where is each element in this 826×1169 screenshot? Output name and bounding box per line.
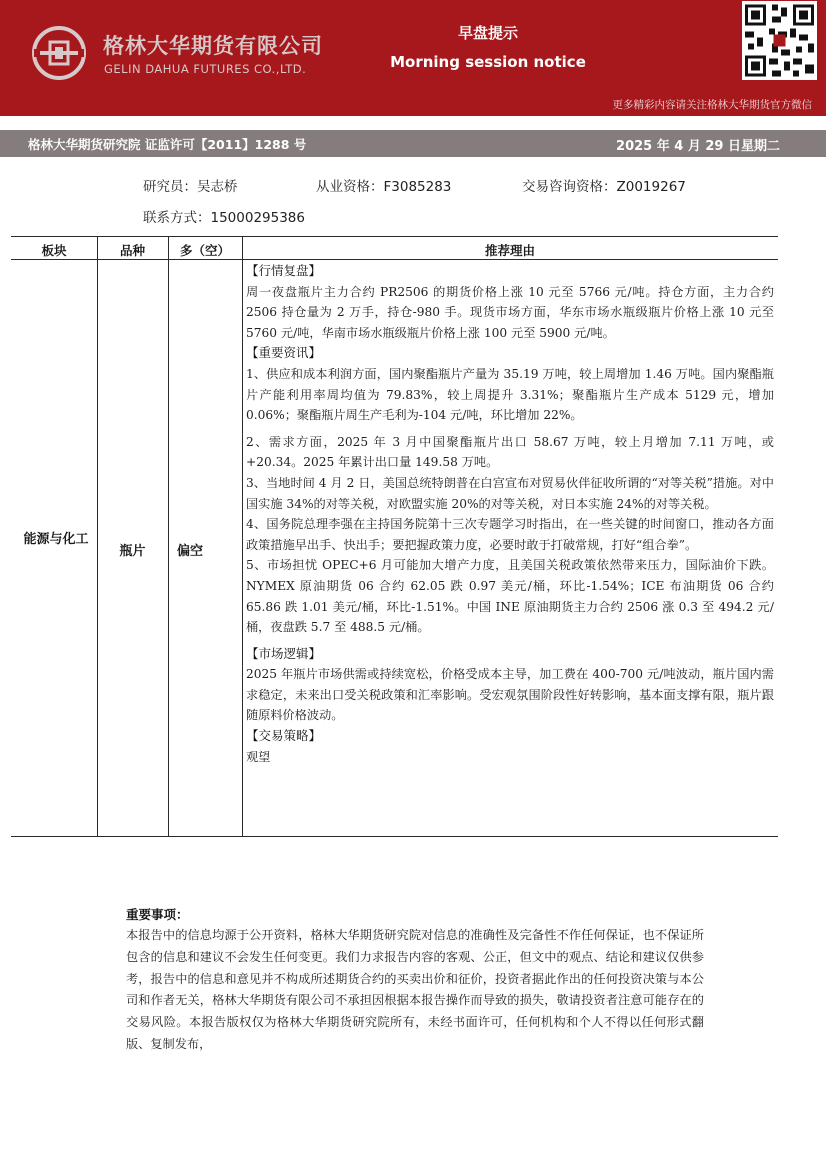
report-title-en: Morning session notice <box>390 53 586 71</box>
section-title: 【重要资讯】 <box>246 345 322 361</box>
reason-content <box>246 261 774 767</box>
researcher-qualification: 从业资格：F3085283 <box>316 179 452 195</box>
header-direction: 多（空） <box>179 243 230 258</box>
paragraph: 2025 年瓶片市场供需或持续宽松，价格受成本主导，加工费在 400-700 元/吨波动，瓶片国内需求稳定，未来出口受关税政策和汇率影响。受宏观氛围阶段性好转影响，基本面支撑有限，瓶片跟随原料价格波动。 <box>246 667 774 723</box>
direction-cell: 偏空 <box>176 544 203 559</box>
disclaimer-body: 本报告中的信息均源于公开资料，格林大华期货研究院对信息的准确性及完备性不作任何保证，也不保证所包含的信息和建议不会发生任何变更。我们力求报告内容的客观、公正，但文中的观点、结论和建议仅供参考，报告中的信息和意见并不构成所述期货合约的买卖出价和征价，投资者据此作出的任何投资决策与本公司和作者无关，格林大华期货有限公司不承担因根据本报告操作而导致的损失，敬请投资者注意可能存在的交易风险。本报告版权仅为格林大华期货研究院所有，未经书面许可，任何机构和个人不得以任何形式翻版、复制发布， <box>126 928 704 1051</box>
qr-code-icon <box>742 1 817 80</box>
institute-license: 格林大华期货研究院 证监许可【2011】1288 号 <box>28 137 307 152</box>
consult-qualification: 交易咨询资格：Z0019267 <box>522 179 686 195</box>
report-date: 2025 年 4 月 29 日星期二 <box>616 139 780 154</box>
disclaimer-title: 重要事项： <box>126 907 189 922</box>
paragraph: 3、当地时间 4 月 2 日，美国总统特朗普在白宫宣布对贸易伙伴征收所谓的“对等关税”措施。对中国实施 34%的对等关税，对欧盟实施 20%的对等关税，对日本实施 24%的对等关税。 <box>246 475 774 511</box>
section-title: 【交易策略】 <box>246 728 322 744</box>
report-title-cn: 早盘提示 <box>457 24 518 42</box>
contact-info: 联系方式：15000295386 <box>143 210 305 226</box>
company-logo-icon <box>30 24 88 82</box>
researcher-name: 研究员：吴志桥 <box>143 179 238 195</box>
sector-cell: 能源与化工 <box>23 532 89 547</box>
wechat-follow-text: 更多精彩内容请关注格林大华期货官方微信 <box>612 99 812 111</box>
header-reason: 推荐理由 <box>484 243 535 258</box>
header-sector: 板块 <box>41 243 67 258</box>
paragraph: 5、市场担忧 OPEC+6 月可能加大增产力度，且美国关税政策依然带来压力，国际油价下跌。NYMEX 原油期货 06 合约 62.05 跌 0.97 美元/桶，环比-1.54%；ICE 布油期货 06 合约 65.86 跌 1.01 美元/桶，环比-1.51%。中国 INE 原油期货主力合约 2506 涨 0.3 至 494.2 元/桶，夜盘跌 5.7 至 488.5 元/桶。 <box>246 558 774 635</box>
paragraph: 4、国务院总理李强在主持国务院第十三次专题学习时指出，在一些关键的时间窗口，推动各方面政策措施早出手、快出手；要把握政策力度，必要时敢于打破常规，打好“组合拳”。 <box>246 517 774 552</box>
section-title: 【行情复盘】 <box>246 263 322 278</box>
header-product: 品种 <box>119 243 145 258</box>
paragraph: 2、需求方面，2025 年 3 月中国聚酯瓶片出口 58.67 万吨，较上月增加 7.11 万吨，或+20.34。2025 年累计出口量 149.58 万吨。 <box>246 434 774 470</box>
header-banner <box>0 0 826 116</box>
paragraph: 观望 <box>246 749 271 764</box>
paragraph: 周一夜盘瓶片主力合约 PR2506 的期货价格上涨 10 元至 5766 元/吨。持仓方面，主力合约 2506 持仓量为 2 万手，持仓-980 手。现货市场方面，华东市场水瓶级瓶片价格上涨 10 元至 5760 元/吨，华南市场水瓶级瓶片价格上涨 100 元至 5900 元/吨。 <box>246 284 774 340</box>
company-name-en: GELIN DAHUA FUTURES CO.,LTD. <box>104 62 307 76</box>
institute-bar <box>0 130 826 157</box>
product-cell: 瓶片 <box>119 544 146 559</box>
section-title: 【市场逻辑】 <box>246 645 322 661</box>
paragraph: 1、供应和成本利润方面，国内聚酯瓶片产量为 35.19 万吨，较上周增加 1.46 万吨。国内聚酯瓶片产能利用率周均值为 79.83%，较上周提升 3.31%；聚酯瓶片生产成本 5129 元，增加 0.06%；聚酯瓶片周生产毛利为-104 元/吨，环比增加 22%。 <box>246 366 774 423</box>
company-name-cn: 格林大华期货有限公司 <box>103 34 323 58</box>
